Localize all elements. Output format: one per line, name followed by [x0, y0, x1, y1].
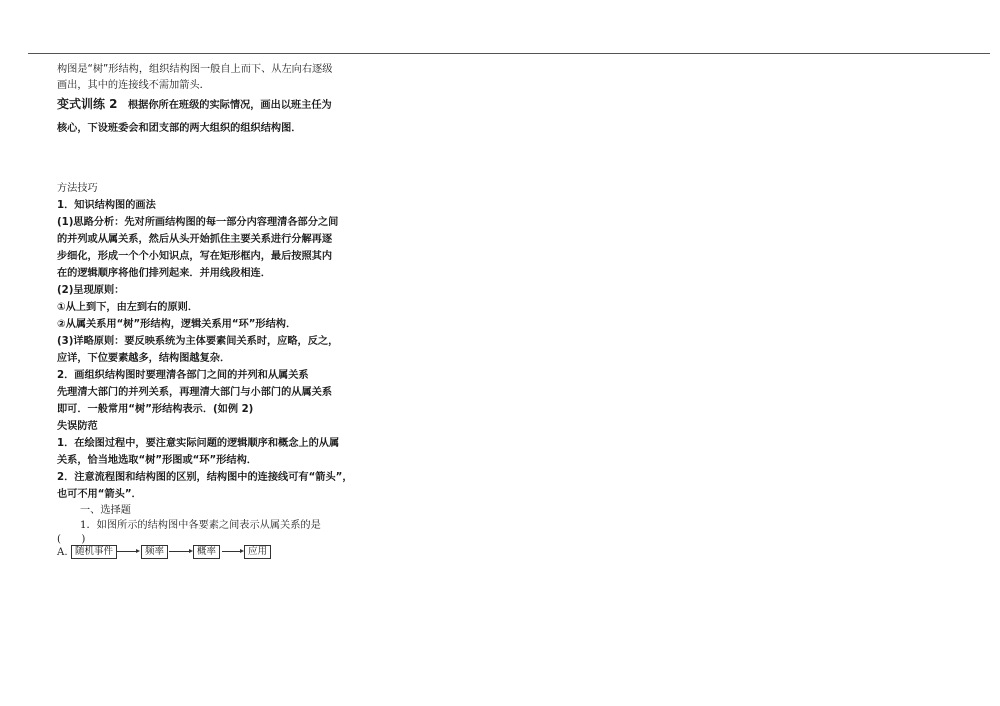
method-1-line-3: 步细化，形成一个个小知识点，写在矩形框内，最后按照其内 [57, 251, 333, 262]
error-2-line-2: 也可不用“箭头”． [57, 489, 142, 500]
intro-line-2: 画出，其中的连接线不需加箭头． [57, 80, 210, 91]
method-1-line-9: 应详，下位要素越多，结构图越复杂． [57, 353, 231, 364]
intro-line-1: 构图是“树”形结构，组织结构图一般自上而下、从左向右逐级 [57, 64, 333, 75]
variant-title: 变式训练 2 [57, 97, 118, 111]
method-1-line-7: ②从属关系用“树”形结构，逻辑关系用“环”形结构． [57, 319, 297, 330]
variant-line-1: 根据你所在班级的实际情况，画出以班主任为 [128, 100, 332, 111]
error-2-line-1: 2．注意流程图和结构图的区别，结构图中的连接线可有“箭头”， [57, 472, 353, 483]
method-1-title: 1．知识结构图的画法 [57, 200, 156, 211]
method-1-line-1: (1)思路分析：先对所画结构图的每一部分内容理清各部分之间 [57, 217, 339, 228]
method-2-line-2: 即可．一般常用“树”形结构表示．(如例 2) [57, 404, 254, 415]
method-2-title: 2．画组织结构图时要理清各部门之间的并列和从属关系 [57, 370, 309, 381]
section-title: 一、选择题 [80, 505, 131, 516]
q1-a-box-2: 频率 [141, 545, 168, 559]
q1-a-box-1: 随机事件 [71, 545, 117, 559]
error-1-line-2: 关系，恰当地选取“树”形图或“环”形结构． [57, 455, 257, 466]
error-1-line-1: 1．在绘图过程中，要注意实际问题的逻辑顺序和概念上的从属 [57, 438, 340, 449]
method-heading: 方法技巧 [57, 183, 98, 194]
q1-paren: ( ) [57, 534, 86, 545]
header-rule [28, 53, 990, 54]
method-1-line-4: 在的逻辑顺序将他们排列起来．并用线段相连． [57, 268, 271, 279]
method-1-line-2: 的并列或从属关系，然后从头开始抓住主要关系进行分解再逐 [57, 234, 333, 245]
method-1-line-5: (2)呈现原则： [57, 285, 125, 296]
error-heading: 失误防范 [57, 421, 98, 432]
method-1-line-6: ①从上到下，由左到右的原则． [57, 302, 199, 313]
q1-line-1: 1．如图所示的结构图中各要素之间表示从属关系的是 [80, 520, 321, 531]
q1-a-box-3: 概率 [193, 545, 220, 559]
q1-a-label: A. [57, 547, 68, 558]
q1-a-box-4: 应用 [244, 545, 271, 559]
variant-line-2: 核心，下设班委会和团支部的两大组织的组织结构图． [57, 123, 302, 134]
method-1-line-8: (3)详略原则：要反映系统为主体要素间关系时，应略，反之， [57, 336, 339, 347]
method-2-line-1: 先理清大部门的并列关系，再理清大部门与小部门的从属关系 [57, 387, 333, 398]
